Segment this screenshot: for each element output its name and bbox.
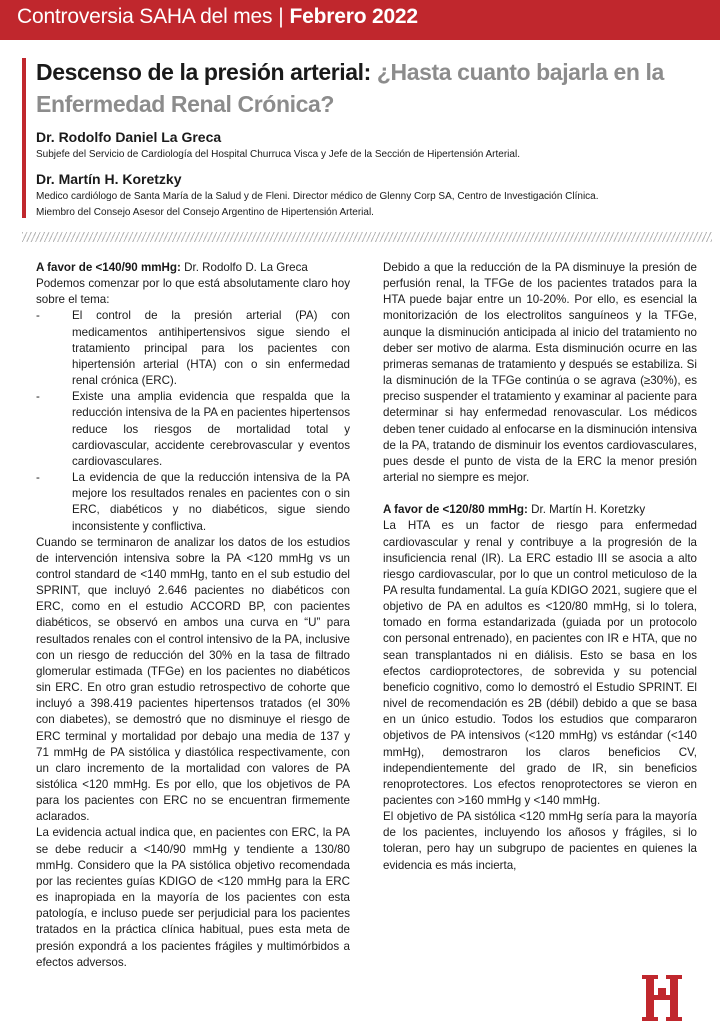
title-question: ¿Hasta cuanto bajarla en la Enfermedad Renal Crónica?: [36, 59, 664, 117]
bullet-text: El control de la presión arterial (PA) con medicamentos antihipertensivos sigue siendo el tratamiento principal para los pacientes con hipertensión arterial (HTA) con o sin enfermedad renal crónica (ERC).: [72, 309, 350, 388]
intro-paragraph: Podemos comenzar por lo que está absolutamente claro hoy sobre el tema:: [36, 277, 350, 307]
bullet-marker: -: [36, 471, 40, 485]
header-bar: [0, 0, 720, 40]
heading-label: A favor de <120/80 mmHg:: [383, 503, 528, 517]
bullet-text: La evidencia de que la reducción intensiva de la PA mejore los resultados renales en pacientes con o sin ERC, diabéticos y no diabéticos, sigue siendo inconsistente y conflictiva.: [72, 471, 350, 533]
author-affiliation: Subjefe del Servicio de Cardiología del Hospital Churruca Visca y Jefe de la Sección de Hipertensión Arterial.: [36, 149, 520, 160]
heading-label: A favor de <140/90 mmHg:: [36, 261, 181, 274]
body-paragraph: La HTA es un factor de riesgo para enfermedad cardiovascular y renal y contribuye a la progresión de la insuficiencia renal (IR). La ERC estadio III se asocia a alto riesgo cardiovascular, por lo que un control meticuloso de la PA resulta fundamental. La guía KDIGO 2021, sugiere que el objetivo de PA en adultos es <120/80 mmHg, si lo tolera, tomado en forma estandarizada (guiada por un protocolo con personal entrenado), en pacientes con IR e HTA, que no sean transplantados ni en diálisis. Esto se basa en los efectos cardioprotectores, de sobrevida y su potencial beneficio cognitivo, como lo demostró el Estudio SPRINT. El nivel de recomendación es 2B (débil) debido a que se basa en un único estudio. Todos los estudios que compararon objetivos de PA intensivos (<120 mmHg) vs estándar (<140 mmHg), demostraron los claros beneficios CV, independientemente del grado de IR, sin beneficios renoprotectores. Los efectos renoprotectores se vieron en pacientes con >160 mmHg y <140 mmHg.: [383, 519, 697, 807]
author-block-2: [36, 171, 706, 221]
section-heading: [383, 502, 697, 518]
bullet-text: Existe una amplia evidencia que respalda que la reducción intensiva de la PA en pacientes hipertensos reduce los riesgos de mortalidad total y cardiovascular, accidente cerebrovascular y eventos cardiovasculares.: [72, 390, 350, 468]
saha-logo: [636, 974, 688, 1022]
body-paragraph: La evidencia actual indica que, en pacientes con ERC, la PA se debe reducir a <140/90 mmHg y tendiente a 130/80 mmHg. Considero que la PA sistólica objetivo recomendada por las recientes guías KDIGO de <120 mmHg para la ERC es inapropiada en la mayoría de los pacientes con esta patología, e incluso puede ser perjudicial para los pacientes tratados en la práctica clínica habitual, pues esta meta de presión expondrá a los pacientes frágiles y multimórbidos a efectos adversos.: [36, 826, 350, 969]
list-item: [36, 389, 350, 470]
article-title: [36, 56, 706, 120]
author-name: Dr. Martín H. Koretzky: [36, 171, 182, 187]
body-paragraph: Debido a que la reducción de la PA disminuye la presión de perfusión renal, la TFGe de los pacientes tratados para la HTA puede bajar entre un 10-20%. Por ello, es esencial la monitorización de los electrolitos sanguíneos y la TFGe, aunque la disminución anticipada al inicio del tratamiento no deber ser motivo de alarma. Esta disminución ocurre en las primeras semanas de tratamiento y después se estabiliza. Si la disminución de la TFGe continúa o se agrava (≥30%), es preciso suspender el tratamiento y examinar al paciente para determinar si hay enfermedad renovascular. Los médicos deben tener cuidado al enfocarse en la disminución intensiva de la PA, tratando de disminuir los eventos cardiovasculares, pues desde el punto de vista de la ERC la menor presión arterial no siempre es mejor.: [383, 261, 697, 485]
right-column: [383, 260, 697, 874]
heading-author: Dr. Martín H. Koretzky: [527, 503, 646, 517]
left-column: [36, 260, 350, 971]
section-heading: [36, 260, 350, 276]
body-paragraph: Cuando se terminaron de analizar los datos de los estudios de intervención intensiva sobre la PA <120 mmHg vs un control standard de <140 mmHg, tanto en el sub estudio del SPRINT, que incluyó 2.646 pacientes no diabéticos con ERC, como en el estudio ACCORD BP, con pacientes diabéticos, se observó en ambos una curva en “U” para resultados renales con el control intensivo de la PA, inclusive con un riesgo de reducción del 30% en la tasa de filtrado glomerular estimada (TFGe) en los pacientes no diabéticos sin ERC. En otro gran estudio retrospectivo de cohorte que incluyó a 398.419 pacientes hipertensos tratados (el 30% con diabetes), se demostró que no disminuye el riesgo de ERC terminal y mortalidad por debajo una media de 137 y 71 mmHg de PA sistólica y diastólica respectivamente, con un claro incremento de la mortalidad con valores de PA sistólica <120 mmHg. Es por ello, que los objetivos de PA para los pacientes con ERC no se encuentran firmemente aclarados.: [36, 535, 350, 824]
author-affiliation-2: Miembro del Consejo Asesor del Consejo Argentino de Hipertensión Arterial.: [36, 207, 374, 218]
list-item: [36, 308, 350, 389]
author-affiliation: Medico cardiólogo de Santa María de la Salud y de Fleni. Director médico de Glenny Corp SA, Centro de Investigación Clínica.: [36, 191, 599, 202]
body-paragraph: El objetivo de PA sistólica <120 mmHg sería para la mayoría de los pacientes, incluyendo los añosos y frágiles, si lo toleran, pero hay un subgrupo de pacientes en quienes la evidencia es más incierta,: [383, 810, 697, 872]
author-block-1: [36, 129, 706, 163]
author-name: Dr. Rodolfo Daniel La Greca: [36, 129, 222, 145]
hatched-divider: [22, 232, 712, 242]
title-main: Descenso de la presión arterial:: [36, 59, 377, 85]
bullet-marker: -: [36, 309, 40, 323]
header-month: Febrero 2022: [289, 5, 418, 28]
bullet-list: [36, 308, 350, 534]
heading-author: Dr. Rodolfo D. La Greca: [180, 261, 308, 274]
header-separator: |: [278, 5, 284, 28]
list-item: [36, 470, 350, 535]
header-series: Controversia SAHA del mes: [17, 5, 273, 28]
bullet-marker: -: [36, 390, 40, 404]
title-accent-bar: [22, 58, 26, 218]
